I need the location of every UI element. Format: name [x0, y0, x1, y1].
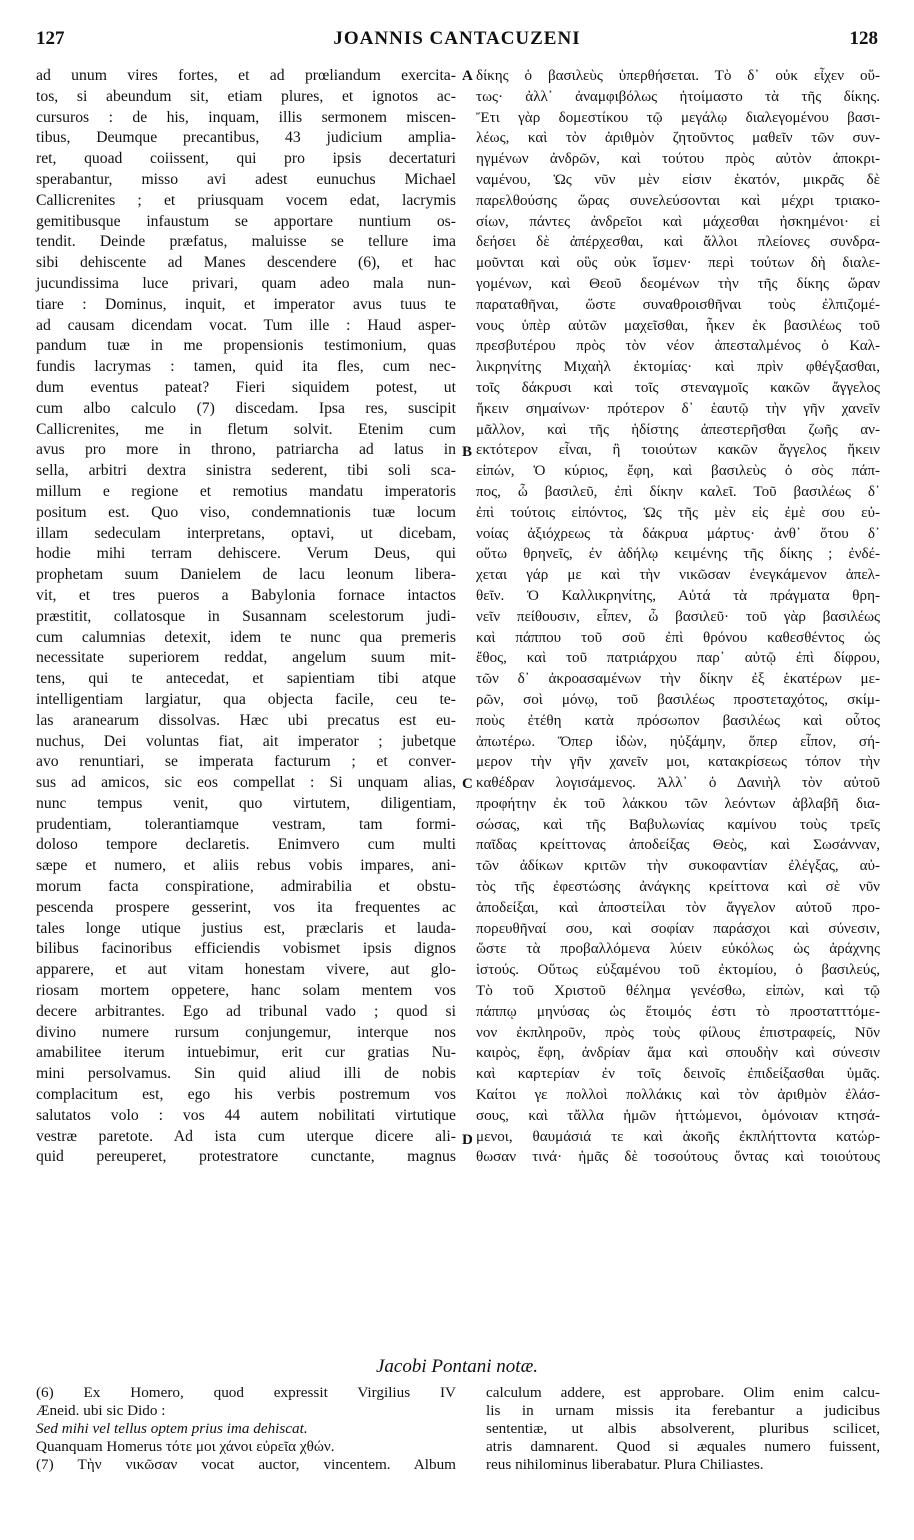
- margin-marker-c: C: [462, 776, 473, 792]
- greek-text-line: προφήτην ἐκ τοῦ λάκκου τῶν λεόντων ἀβλαβῆ δια-: [476, 795, 880, 812]
- latin-text-line: apparere, et aut vitam honestam vivere, aut glo-: [36, 961, 456, 979]
- latin-text-line: bilibus facinoribus efficiendis vobismet ipsis dignos: [36, 940, 456, 958]
- latin-text-line: jucundissima luce privari, quam adeo mala nun-: [36, 274, 456, 292]
- greek-text-line: γομένων, καὶ Θεοῦ δεομένων τὴν τῆς δίκης ὥραν: [476, 275, 880, 292]
- greek-text-line: καθέδραν λογισάμενος. Ἀλλ᾽ ὁ Δανιὴλ τὸν αὐτοῦ: [476, 775, 880, 792]
- greek-text-line: καιρὸς, ἔφη, ἀνδρίαν ἅμα καὶ σπουδὴν καὶ σύνεσιν: [476, 1045, 880, 1062]
- latin-text-line: tales longe utique justius est, præclaris et lauda-: [36, 919, 456, 937]
- notes-right-column: [486, 1384, 880, 1474]
- margin-marker-a: A: [462, 68, 473, 84]
- greek-text-line: νον ἐκπληροῦν, πρὸς τοὺς φίλους ἐπιστραφείς, Νῦν: [476, 1024, 880, 1041]
- greek-text-line: πος, ὦ βασιλεῦ, ἐπὶ δίκην καλεῖ. Τοῦ βασιλέως δ᾽: [476, 483, 880, 500]
- greek-text-line: οὕτω θρηνεῖς, ἐν ἀδήλῳ κειμένης τῆς δίκης ; ἐνδέ-: [476, 546, 880, 563]
- note-line: Æneid. ubi sic Dido :: [36, 1402, 166, 1419]
- greek-text-line: ρῶν, σοὶ μόνῳ, τοῦ βασιλέως προστεταχότος, σκίμ-: [476, 691, 880, 708]
- latin-text-line: decere arbitrantes. Ego ad tribunal vado ; quod si: [36, 1002, 456, 1020]
- greek-text-line: τοῖς δάκρυσι καὶ τοῖς στεναγμοῖς κακῶν ἄγγελος: [476, 379, 880, 396]
- latin-text-line: millum e regione et remotius mandatu imperatoris: [36, 482, 456, 500]
- greek-text-line: Τὸ τοῦ Χριστοῦ θέλημα γενέσθω, εἰπὼν, καὶ τῷ: [476, 983, 880, 1000]
- latin-text-line: vestræ paretote. Ad ista cum uterque dicere ali-: [36, 1127, 456, 1145]
- latin-text-line: sibi dehiscente ad Manes descendere (6), et hac: [36, 254, 456, 272]
- latin-text-line: avus pro more in throno, patriarcha ad latus in: [36, 441, 456, 459]
- greek-text-line: παρελθούσης ὥρας συνελεύσονται καὶ μέχρι τριακο-: [476, 192, 880, 209]
- greek-column: [476, 66, 880, 1168]
- latin-text-line: salutatos volo : vos 44 autem nobilitati virtutique: [36, 1106, 456, 1124]
- greek-text-line: λικρηνίτης Μιχαὴλ ἐκτομίας· καὶ πρὶν φθέγξασθαι,: [476, 359, 880, 376]
- latin-text-line: Callicrenites ; et priusquam vocem edat, lacrymis: [36, 191, 456, 209]
- greek-text-line: ἱστούς. Οὕτως εὐξαμένου τοῦ ἐκτομίου, ὁ βασιλεύς,: [476, 962, 880, 979]
- latin-text-line: mini persolvamus. Sin quid aliud illi de nobis: [36, 1065, 456, 1083]
- greek-text-line: δίκης ὁ βασιλεὺς ὑπερθήσεται. Τὸ δ᾽ οὐκ εἶχεν οὕ-: [476, 68, 880, 84]
- page-number-right: 128: [849, 28, 878, 49]
- greek-text-line: Ἔτι γὰρ δομεστίκου τῷ μεγάλῳ διαλεγομένου βασι-: [476, 109, 880, 126]
- latin-text-line: sella, arbitri dextra sinistra sederent, tibi soli sca-: [36, 462, 456, 480]
- greek-text-line: νοίας ἀξιόχρεως τὰ δάκρυα μάρτυς· ἀνθ᾽ ὅτου δ᾽: [476, 525, 880, 542]
- latin-text-line: morum facta conspiratione, admirabilia et obstu-: [36, 878, 456, 896]
- greek-text-line: μοῦνται καὶ οὓς οὐκ ἴσμεν· περὶ τούτων δὴ διαλε-: [476, 255, 880, 272]
- latin-text-line: pandum tuæ in me propensionis testimonium, quas: [36, 337, 456, 355]
- latin-text-line: sæpe et numero, et aliis rebus vobis impares, ani-: [36, 857, 456, 875]
- greek-text-line: ἀπωτέρω. Ὅπερ ἰδὼν, ηὐξάμην, ὅπερ εἶπον, σή-: [476, 733, 880, 750]
- note-line: sententiæ, ut albis absolverent, pluribus scilicet,: [486, 1420, 880, 1437]
- latin-text-line: dum eventus pateat? Fieri siquidem potest, ut: [36, 378, 456, 396]
- greek-text-line: εκτότερον εἶναι, ἢ τοιούτων κακῶν ἄγγελος ἥκειν: [476, 442, 880, 459]
- latin-text-line: cum albo calculo (7) discedam. Ipsa res, suscipit: [36, 399, 456, 417]
- latin-text-line: intelligentiam largiatur, qua objecta facile, ceu te-: [36, 690, 456, 708]
- latin-text-line: ret, quoad coiissent, qui pro ipsis decertaturi: [36, 150, 456, 168]
- margin-marker-d: D: [462, 1132, 473, 1148]
- latin-text-line: riosam mortem oppetere, hanc solam mentem vos: [36, 982, 456, 1000]
- latin-text-line: positum est. Quo viso, condemnationis tuæ locum: [36, 503, 456, 521]
- greek-text-line: θωσαν τινά· ἡμᾶς δὲ τοσούτους ὄντας καὶ τοιούτους: [476, 1149, 880, 1166]
- latin-text-line: complacitum est, ego his verbis postremum vos: [36, 1086, 456, 1104]
- greek-text-line: σώσας, καὶ τῆς Βαβυλωνίας καμίνου τοὺς τρεῖς: [476, 816, 880, 833]
- note-line: calculum addere, est approbare. Olim enim calcu-: [486, 1384, 880, 1401]
- note-line: Quanquam Homerus τότε μοι χάνοι εὐρεῖα χθών.: [36, 1438, 335, 1455]
- greek-text-line: σους, καὶ τἄλλα ἡμῶν ἡττώμενοι, ὁμόνοιαν κτησά-: [476, 1107, 880, 1124]
- greek-text-line: μᾶλλον, καὶ τῆς ἡδίστης ἀπεστερῆσθαι ζωῆς αν-: [476, 421, 880, 438]
- latin-text-line: vit, et tres pueros a Babylonia fornace intactos: [36, 586, 456, 604]
- running-header: [36, 28, 878, 58]
- greek-text-line: σίων, πάντες ἀνδρεῖοι καὶ μάχεσθαι ἠσκημένοι· εἰ: [476, 213, 880, 230]
- latin-text-line: doloso tempore declaretis. Enimvero cum multi: [36, 836, 456, 854]
- latin-text-line: cum calumnias detexit, idem te nunc qua premeris: [36, 628, 456, 646]
- latin-text-line: tendit. Deinde præfatus, maluisse se tellure ima: [36, 233, 456, 251]
- greek-text-line: τὸς τῆς ἐφεστώσης ἀνάγκης κρείττονα καὶ σὲ νῦν: [476, 879, 880, 896]
- greek-text-line: νους ὑπὲρ αὐτῶν μαχεῖσθαι, ἧκεν ἐκ βασιλέως τοῦ: [476, 317, 880, 334]
- latin-text-line: prudentiam, tolerantiamque vestram, tam formi-: [36, 815, 456, 833]
- latin-text-line: præstitit, collatosque in Susannam scelestorum judi-: [36, 607, 456, 625]
- latin-text-line: nuchus, Dei voluntas fiat, ait imperator ; jubetque: [36, 732, 456, 750]
- greek-text-line: τῶν δ᾽ ἀκροασαμένων τὴν δίκην ἐξ ἑκατέρων με-: [476, 671, 880, 688]
- greek-text-line: τως· ἀλλ᾽ ἀναμφιβόλως ἡτοίμαστο τὰ τῆς δίκης.: [476, 88, 880, 105]
- greek-text-line: μερον τὴν γῆν χανεῖν μοι, κατακρίσεως τόπον τὴν: [476, 754, 880, 771]
- note-line: reus nihilominus liberabatur. Plura Chiliastes.: [486, 1456, 764, 1473]
- greek-text-line: ποὺς ἐτέθη κατὰ πρόσωπον βασιλέως καὶ οὗτος: [476, 712, 880, 729]
- latin-text-line: cursuros : de his, inquam, illis sermonem miscen-: [36, 108, 456, 126]
- greek-text-line: ὥστε τὰ προβαλλόμενα λύειν εὐκόλως ὡς ἀράχνης: [476, 941, 880, 958]
- greek-text-line: λέως, καὶ τὸν ἀριθμὸν ζητοῦντος μαθεῖν τῶν συν-: [476, 130, 880, 147]
- running-title: JOANNIS CANTACUZENI: [333, 28, 581, 49]
- greek-text-line: καὶ πάππου τοῦ σοῦ ἐπὶ θρόνου καθεσθέντος ὡς: [476, 629, 880, 646]
- latin-text-line: ad unum vires fortes, et ad prœliandum exercita-: [36, 67, 456, 84]
- latin-text-line: tiare : Dominus, inquit, et imperator avus tuus te: [36, 295, 456, 313]
- latin-text-line: quid pereuperet, protestratore cunctante, magnus: [36, 1148, 456, 1166]
- greek-text-line: πρεσβυτέρου πρὸς τὸν νέον ἀπεσταλμένος ὁ Καλ-: [476, 338, 880, 355]
- note-line: (6) Ex Homero, quod expressit Virgilius IV: [36, 1384, 456, 1401]
- latin-text-line: sperabantur, misso avi adest eunuchus Michael: [36, 170, 456, 188]
- greek-text-line: ηγμένων ἀνδρῶν, καὶ τούτου πρὸς αὐτὸν ἀποκρι-: [476, 151, 880, 168]
- greek-text-line: ἔθος, καὶ τοῦ πατριάρχου παρ᾽ αὐτῷ ἐπὶ δίφρου,: [476, 650, 880, 667]
- latin-text-line: gemitibusque infaustum se apportare nuntium os-: [36, 212, 456, 230]
- latin-text-line: divino numere rursum conjungemur, interque nos: [36, 1023, 456, 1041]
- note-line: (7) Τὴν νικῶσαν vocat auctor, vincentem. Album: [36, 1456, 456, 1473]
- notes-left-column: [36, 1384, 456, 1474]
- note-line: atris damnarent. Quod si æquales numero fuissent,: [486, 1438, 880, 1455]
- latin-text-line: tens, qui te antecedat, et sapientiam tibi atque: [36, 670, 456, 688]
- latin-text-line: hodie mihi terram dehiscere. Verum Deus, qui: [36, 545, 456, 563]
- latin-text-line: necessitate superiorem reddat, angelum suum mit-: [36, 649, 456, 667]
- page-number-left: 127: [36, 28, 65, 49]
- margin-marker-b: B: [462, 444, 473, 460]
- greek-text-line: πορευθῆναί σου, καὶ σοφίαν παράσχοι καὶ σύνεσιν,: [476, 920, 880, 937]
- greek-text-line: δεήσει δὲ ἀπέρχεσθαι, καὶ ἄλλοι πλείονες συνδρα-: [476, 234, 880, 251]
- latin-text-line: tos, si abeundum sit, etiam plures, et ignotos ac-: [36, 87, 456, 105]
- greek-text-line: καὶ καρτερίαν ἐν τοῖς δεινοῖς ἐπιδείξασθαι ὑμᾶς.: [476, 1066, 880, 1083]
- latin-text-line: las aranearum dissolvas. Hæc ubi precatus est eu-: [36, 711, 456, 729]
- latin-text-line: illam sedeculam interpretans, optavi, ut dicebam,: [36, 524, 456, 542]
- latin-text-line: amabilitee iterum intuebimur, erit cur gratias Nu-: [36, 1044, 456, 1062]
- latin-text-line: prophetam suum Danielem de lacu leonum libera-: [36, 566, 456, 584]
- greek-text-line: ἐπὶ τούτοις εἰπόντος, Ὡς τῆς μὲν εἰς ἐμὲ σου εὐ-: [476, 504, 880, 521]
- latin-text-line: Callicrenites, me in fletum solvit. Etenim cum: [36, 420, 456, 438]
- latin-text-line: sus ad amicos, sic eos compellat : Si unquam alias,: [36, 774, 456, 792]
- note-line: Sed mihi vel tellus optem prius ima dehiscat.: [36, 1420, 308, 1437]
- latin-text-line: fundis lacrymas : tamen, quid ita fles, cum nec-: [36, 358, 456, 376]
- greek-text-line: θεῖν. Ὁ Καλλικρηνίτης, Αὐτά τὰ πράγματα θρη-: [476, 587, 880, 604]
- greek-text-line: εἰπών, Ὁ κύριος, ἔφη, καὶ βασιλεὺς ὁ σὸς πάπ-: [476, 463, 880, 480]
- latin-text-line: tibus, Deumque precantibus, 43 judicium amplia-: [36, 129, 456, 147]
- greek-text-line: Καίτοι γε πολλοὶ πολλάκις καὶ τὸν ἀριθμὸν ἐλάσ-: [476, 1087, 880, 1104]
- latin-text-line: ad causam dicendam vocat. Tum ille : Haud asper-: [36, 316, 456, 334]
- greek-text-line: ἥκειν σημαίνων· πρότερον δ᾽ ἑαυτῷ τὴν γῆν χανεῖν: [476, 400, 880, 417]
- latin-column: [36, 66, 456, 1168]
- greek-text-line: τῶν ἀδίκων κριτῶν τὴν συκοφαντίαν ἐλέγξας, αὐ-: [476, 858, 880, 875]
- greek-text-line: μενοι, θαυμάσιά τε καὶ ἀκοῆς ἐκπλήττοντα κατώρ-: [476, 1128, 880, 1145]
- greek-text-line: παῖδας κρείττονας ἀποδείξας Θεὸς, καὶ Σωσάνναν,: [476, 837, 880, 854]
- note-line: lis in urnam missis ita ferebantur a judicibus: [486, 1402, 880, 1419]
- notes-title: Jacobi Pontani notæ.: [375, 1356, 538, 1377]
- greek-text-line: ἀποδείξαι, καὶ ἀποστείλαι τὸν ἄγγελον αὐτοῦ προ-: [476, 899, 880, 916]
- greek-text-line: χεται γάρ με καὶ τὴν νικῶσαν ἐνεγκάμενον ἀπελ-: [476, 567, 880, 584]
- greek-text-line: παραταθῆναι, ὥστε συναθροισθῆναι τοὺς ἐλπιζομέ-: [476, 296, 880, 313]
- latin-text-line: nunc tempus venit, quo virtutem, diligentiam,: [36, 794, 456, 812]
- greek-text-line: πάππῳ μηνύσας ὡς ἕτοιμός ἐστι τὸ προστατττόμε-: [476, 1003, 880, 1020]
- latin-text-line: avo renuntiari, se imperata facturum ; et conver-: [36, 753, 456, 771]
- latin-text-line: pescenda prospere gesserint, vos ita frequentes ac: [36, 898, 456, 916]
- greek-text-line: ναμένου, Ὡς νῦν μὲν εἰσιν ἑκατόν, μικρᾶς δὲ: [476, 171, 880, 188]
- greek-text-line: νεῖν πείθουσιν, εἶπεν, ὦ βασιλεῦ· τοῦ γὰρ βασιλέως: [476, 608, 880, 625]
